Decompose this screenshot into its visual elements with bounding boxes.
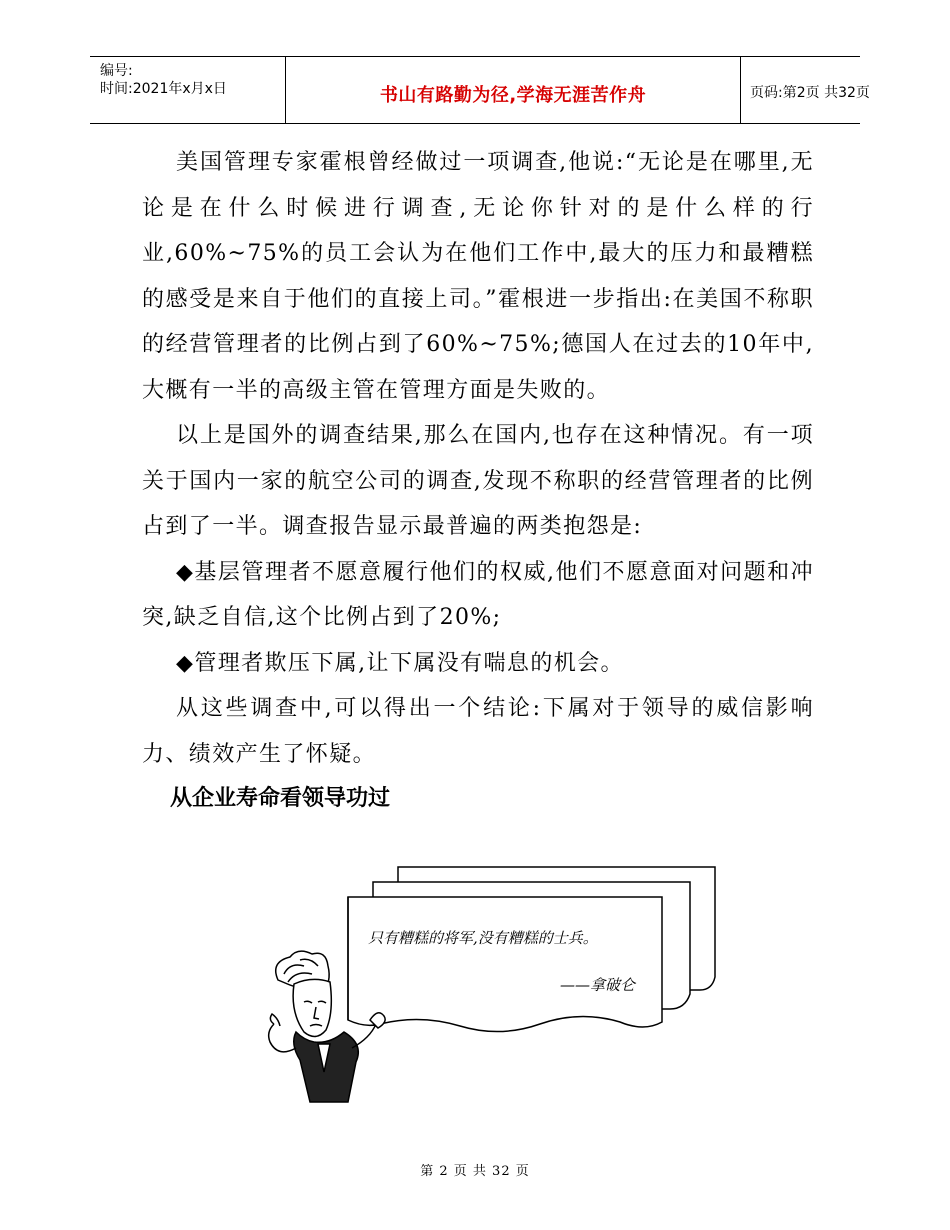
header-page-number: 页码:第2页 共32页 [750,85,870,101]
section-heading: 从企业寿命看领导功过 [170,786,391,811]
document-date: 时间:2021年x月x日 [100,81,227,97]
header-page-cell [740,57,870,123]
document-header [90,56,870,124]
paragraph: 美国管理专家霍根曾经做过一项调查,他说:“无论是在哪里,无论是在什么时候进行调查,无论你针对的是什么样的行业,60%~75%的员工会认为在他们工作中,最大的压力和最糟糕的感受是来自于他们的直接上司。”霍根进一步指出:在美国不称职的经营管理者的比例占到了60%~75%;德国人在过去的10年中,大概有一半的高级主管在管理方面是失败的。 [142,150,814,403]
quote-author: ——拿破仑 [560,976,636,994]
napoleon-quote: 只有糟糕的将军,没有糟糕的士兵。 [368,929,598,947]
document-number-label: 编号: [100,63,133,79]
header-motto: 书山有路勤为径,学海无涯苦作舟 [379,85,647,106]
header-motto-cell [285,57,741,123]
body-text [142,140,814,777]
header-meta-cell [90,57,285,123]
paragraph: 从这些调查中,可以得出一个结论:下属对于领导的威信影响力、绩效产生了怀疑。 [142,696,814,767]
bullet-paragraph: ◆管理者欺压下属,让下属没有喘息的机会。 [176,650,624,676]
bullet-paragraph: ◆基层管理者不愿意履行他们的权威,他们不愿意面对问题和冲突,缺乏自信,这个比例占到了20%; [142,559,814,630]
paragraph: 以上是国外的调查结果,那么在国内,也存在这种情况。有一项关于国内一家的航空公司的调查,发现不称职的经营管理者的比例占到了一半。调查报告显示最普遍的两类抱怨是: [142,423,814,539]
page-footer: 第 2 页 共 32 页 [420,1164,530,1179]
quote-illustration [260,862,730,1112]
stacked-cards-graphic [260,862,730,1112]
